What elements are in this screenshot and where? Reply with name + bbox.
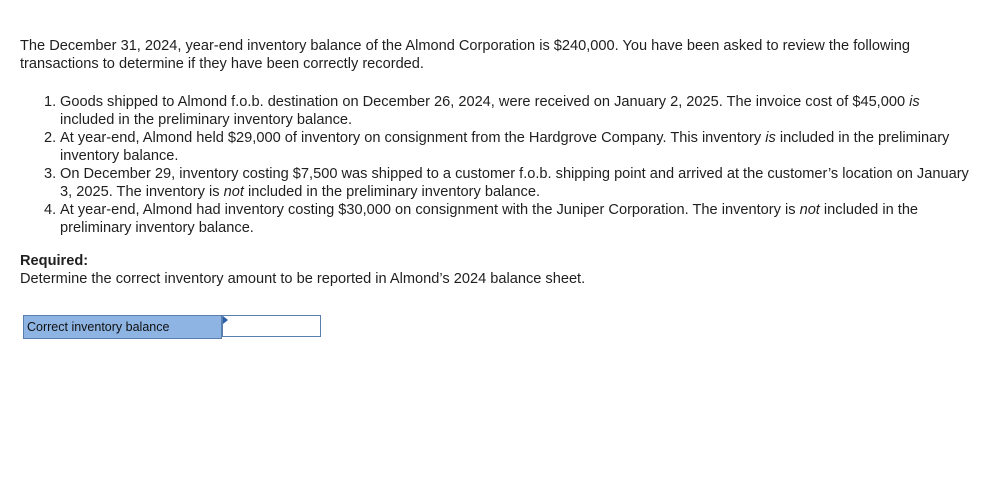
- transaction-emphasis: is: [909, 94, 920, 110]
- required-instructions: Determine the correct inventory amount to be reported in Almond’s 2024 balance sheet.: [20, 271, 586, 287]
- required-heading: Required:: [20, 253, 89, 269]
- transaction-text: On December 29, inventory costing $7,500 was shipped to a customer f.o.b. shipping point and arrived at the customer’s location on January 3, 2025. The inventory is: [60, 166, 969, 200]
- transaction-number: 3.: [44, 166, 57, 182]
- transaction-text-end: included in the preliminary inventory balance.: [243, 184, 540, 200]
- transaction-text-end: included in the preliminary inventory balance.: [60, 130, 950, 164]
- problem-intro: The December 31, 2024, year-end inventory balance of the Almond Corporation is $240,000. You have been asked to review the following transactions to determine if they have been correctly recorded.: [20, 38, 910, 72]
- transaction-text: At year-end, Almond had inventory costing $30,000 on consignment with the Juniper Corporation. The inventory is: [60, 202, 800, 218]
- transaction-item: [20, 201, 970, 237]
- transaction-item: [20, 129, 970, 165]
- transaction-text: At year-end, Almond held $29,000 of inventory on consignment from the Hardgrove Company. This inventory: [60, 130, 766, 146]
- transaction-text-end: included in the preliminary inventory balance.: [60, 112, 353, 128]
- answer-table: [23, 315, 321, 339]
- transaction-item: [20, 93, 970, 129]
- correct-inventory-input[interactable]: [223, 316, 320, 336]
- transaction-emphasis: not: [799, 202, 820, 218]
- transaction-list: [20, 93, 970, 237]
- transaction-number: 4.: [44, 202, 57, 218]
- transaction-emphasis: not: [223, 184, 244, 200]
- answer-label: Correct inventory balance: [23, 315, 222, 339]
- transaction-emphasis: is: [765, 130, 776, 146]
- cell-marker-icon: [223, 316, 228, 324]
- transaction-text-end: included in the preliminary inventory balance.: [60, 202, 919, 236]
- transaction-number: 2.: [44, 130, 57, 146]
- transaction-text: Goods shipped to Almond f.o.b. destination on December 26, 2024, were received on January 2, 2025. The invoice cost of $45,000: [60, 94, 910, 110]
- transaction-item: [20, 165, 970, 201]
- transaction-number: 1.: [44, 94, 57, 110]
- answer-cell[interactable]: [222, 315, 321, 337]
